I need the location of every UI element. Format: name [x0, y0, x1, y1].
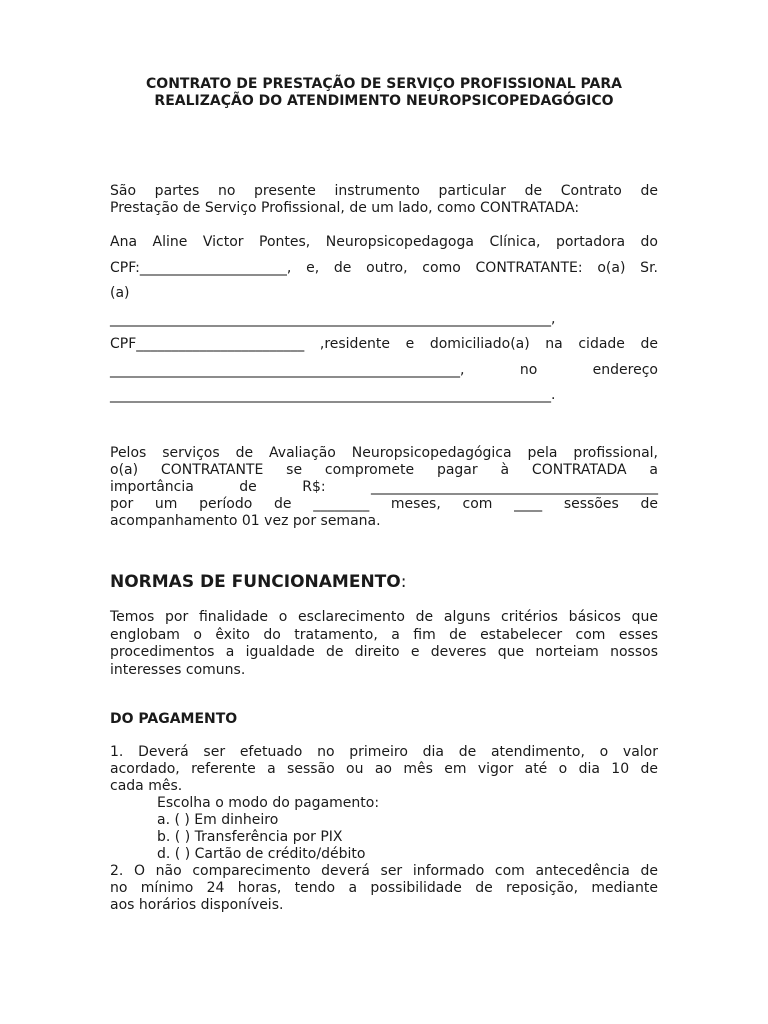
text-line: __________________________________________________, no endereço: [110, 361, 658, 378]
text-line: 1. Deverá ser efetuado no primeiro dia de atendimento, o valor: [110, 744, 658, 760]
payment-heading: DO PAGAMENTO: [110, 711, 238, 727]
text-line: cada mês.: [110, 778, 183, 794]
heading-text: NORMAS DE FUNCIONAMENTO: [110, 572, 401, 592]
text-line: CPF________________________ ,residente e domiciliado(a) na cidade de: [110, 336, 658, 352]
text-line: acordado, referente a sessão ou ao mês em vigor até o dia 10 de: [110, 761, 658, 777]
payment-section: [110, 744, 658, 914]
text-line: (a): [110, 285, 130, 301]
norms-heading: [110, 572, 406, 592]
text-line: Temos por finalidade o esclarecimento de alguns critérios básicos que: [110, 609, 658, 625]
text-line: Ana Aline Victor Pontes, Neuropsicopedagoga Clínica, portadora do: [110, 234, 658, 250]
address-blank: _______________________________________________________________.: [110, 387, 556, 403]
payment-method-prompt: Escolha o modo do pagamento:: [157, 795, 380, 811]
text-line: procedimentos a igualdade de direito e deveres que norteiam nossos: [110, 644, 658, 660]
parties-paragraph: [110, 230, 658, 409]
payment-option-cash: a. ( ) Em dinheiro: [157, 812, 279, 828]
text-line: CPF:_____________________, e, de outro, como CONTRATANTE: o(a) Sr.: [110, 259, 658, 276]
text-line: 2. O não comparecimento deverá ser informado com antecedência de: [110, 863, 658, 879]
text-line: aos horários disponíveis.: [110, 897, 284, 913]
text-line: no mínimo 24 horas, tendo a possibilidade de reposição, mediante: [110, 880, 658, 896]
text-line: Pelos serviços de Avaliação Neuropsicopedagógica pela profissional,: [110, 445, 658, 461]
contract-title: [110, 76, 658, 110]
title-line: REALIZAÇÃO DO ATENDIMENTO NEUROPSICOPEDAGÓGICO: [154, 93, 614, 109]
contractor-name-blank: _______________________________________________________________,: [110, 310, 556, 327]
title-line: CONTRATO DE PRESTAÇÃO DE SERVIÇO PROFISSIONAL PARA: [146, 76, 622, 92]
services-paragraph: [110, 445, 658, 530]
text-line: o(a) CONTRATANTE se compromete pagar à CONTRATADA a: [110, 462, 658, 478]
text-line: acompanhamento 01 vez por semana.: [110, 513, 381, 529]
payment-option-pix: b. ( ) Transferência por PIX: [157, 829, 343, 845]
text-line: interesses comuns.: [110, 661, 246, 678]
norms-paragraph: [110, 609, 658, 679]
text-line: Prestação de Serviço Profissional, de um lado, como CONTRATADA:: [110, 200, 580, 216]
text-line: por um período de ________ meses, com ____ sessões de: [110, 496, 658, 512]
intro-paragraph: [110, 183, 658, 217]
payment-option-card: d. ( ) Cartão de crédito/débito: [157, 846, 366, 862]
text-line: importância de R$: _________________________________________: [110, 479, 658, 495]
heading-colon: :: [400, 572, 407, 592]
text-line: englobam o êxito do tratamento, a fim de estabelecer com esses: [110, 626, 658, 643]
text-line: São partes no presente instrumento particular de Contrato de: [110, 183, 658, 199]
